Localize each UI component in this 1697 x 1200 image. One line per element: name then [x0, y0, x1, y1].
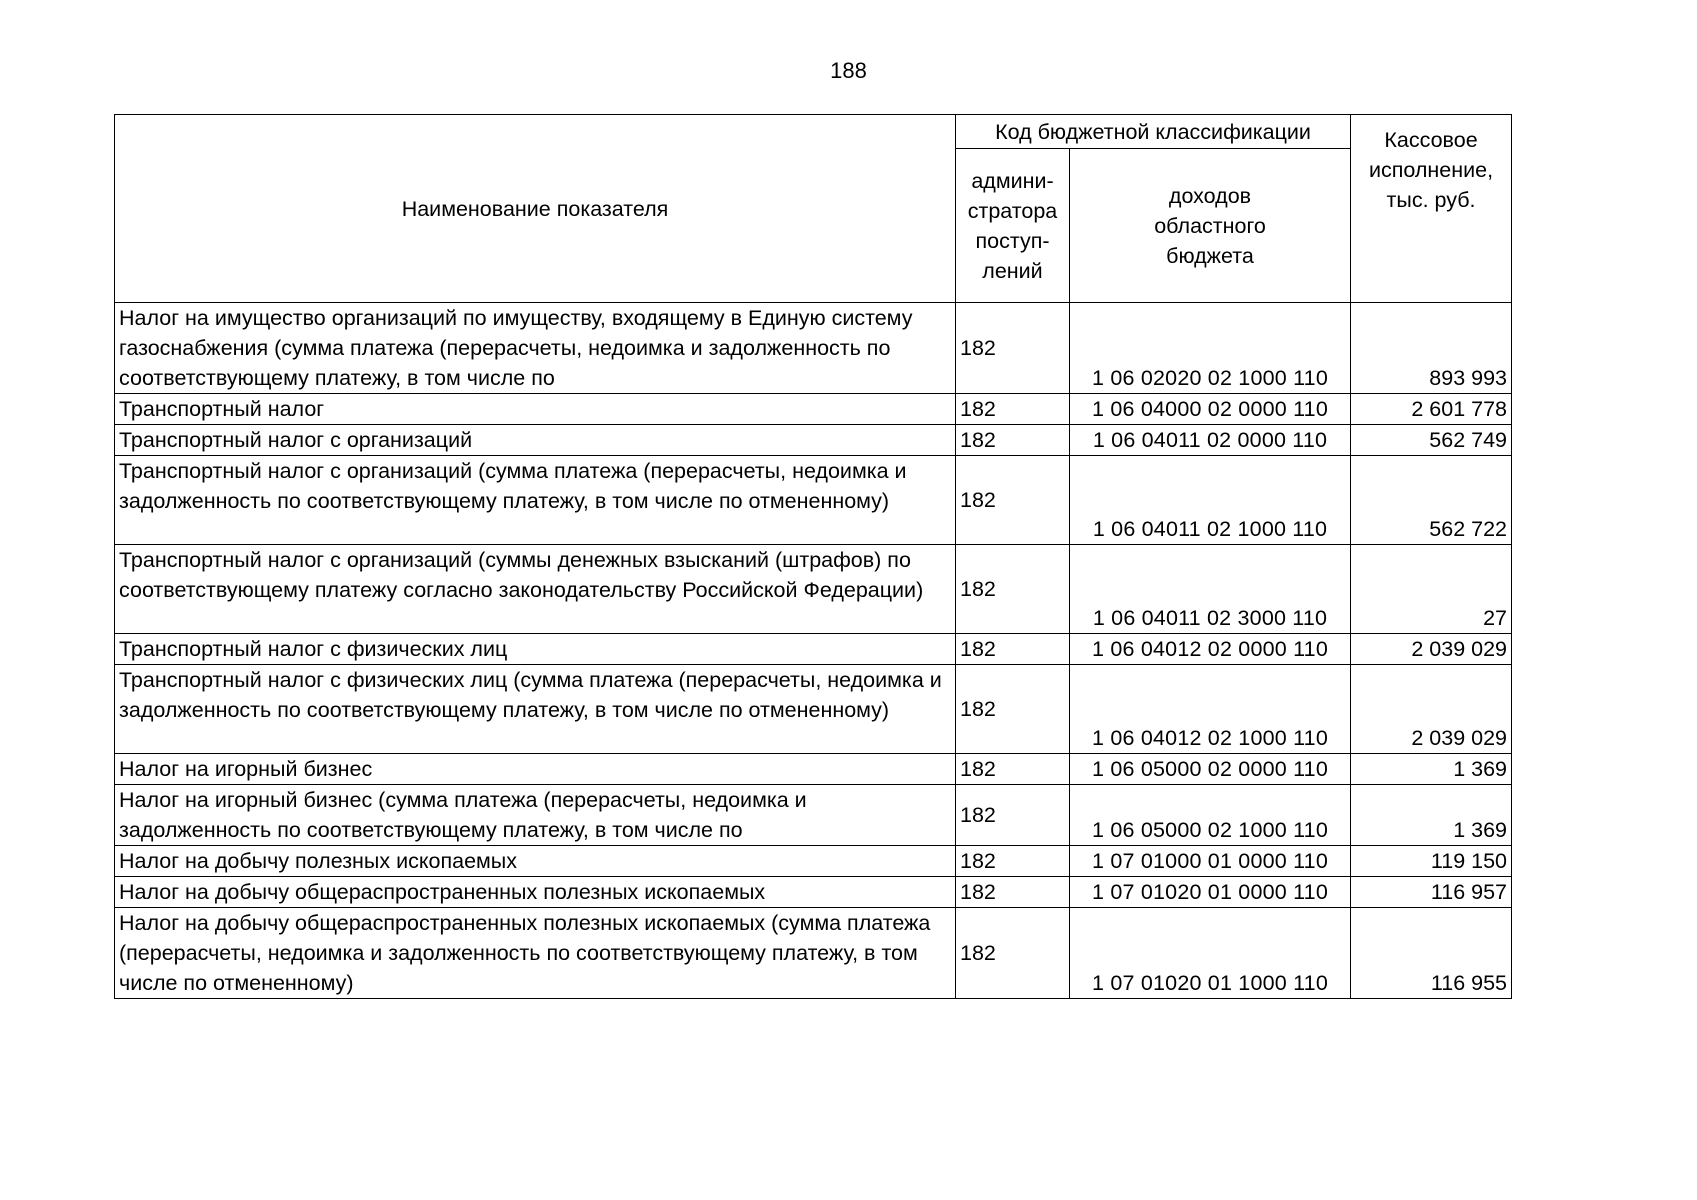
table-header: [115, 115, 1512, 303]
row-name: Транспортный налог с организаций: [115, 425, 956, 456]
row-budget-code: 1 06 02020 02 1000 110: [1070, 303, 1351, 394]
row-admin-code: 182: [956, 785, 1070, 846]
table-row: [115, 665, 1512, 754]
table-row: [115, 877, 1512, 908]
table-row: [115, 785, 1512, 846]
page-number: 188: [830, 58, 867, 83]
table-body: [115, 303, 1512, 999]
row-name: Транспортный налог: [115, 394, 956, 425]
row-name: Налог на игорный бизнес: [115, 754, 956, 785]
row-amount: 562 749: [1351, 425, 1512, 456]
table-row: [115, 846, 1512, 877]
row-amount: 2 601 778: [1351, 394, 1512, 425]
header-amount-column: Кассовое исполнение, тыс. руб.: [1351, 115, 1512, 303]
header-code-group: Код бюджетной классификации: [956, 115, 1351, 149]
row-budget-code: 1 06 04011 02 3000 110: [1070, 545, 1351, 634]
row-admin-code: 182: [956, 456, 1070, 545]
row-amount: 119 150: [1351, 846, 1512, 877]
row-amount: 2 039 029: [1351, 665, 1512, 754]
row-amount: 1 369: [1351, 754, 1512, 785]
row-amount: 116 955: [1351, 908, 1512, 999]
row-amount: 562 722: [1351, 456, 1512, 545]
row-amount: 27: [1351, 545, 1512, 634]
row-budget-code: 1 06 04011 02 0000 110: [1070, 425, 1351, 456]
table-row: [115, 754, 1512, 785]
header-name-column: Наименование показателя: [115, 115, 956, 303]
row-admin-code: 182: [956, 394, 1070, 425]
header-admin-column: админи- стратора поступ- лений: [956, 149, 1070, 303]
row-budget-code: 1 06 05000 02 0000 110: [1070, 754, 1351, 785]
table-row: [115, 425, 1512, 456]
row-name: Налог на имущество организаций по имуществу, входящему в Единую систему газоснабжения (сумма платежа (перерасчеты, недоимка и задолженность по соответствующему платежу, в том числе по: [115, 303, 956, 394]
row-admin-code: 182: [956, 846, 1070, 877]
row-admin-code: 182: [956, 425, 1070, 456]
table-row: [115, 394, 1512, 425]
row-name: Транспортный налог с организаций (сумма платежа (перерасчеты, недоимка и задолженность по соответствующему платежу, в том числе по отмененному): [115, 456, 956, 545]
row-admin-code: 182: [956, 303, 1070, 394]
row-budget-code: 1 06 05000 02 1000 110: [1070, 785, 1351, 846]
row-admin-code: 182: [956, 665, 1070, 754]
row-name: Транспортный налог с организаций (суммы денежных взысканий (штрафов) по соответствующему платежу согласно законодательству Российской Федерации): [115, 545, 956, 634]
row-admin-code: 182: [956, 754, 1070, 785]
row-amount: 116 957: [1351, 877, 1512, 908]
row-admin-code: 182: [956, 634, 1070, 665]
table-row: [115, 303, 1512, 394]
row-admin-code: 182: [956, 908, 1070, 999]
row-amount: 1 369: [1351, 785, 1512, 846]
row-name: Налог на добычу общераспространенных полезных ископаемых (сумма платежа (перерасчеты, недоимка и задолженность по соответствующему платежу, в том числе по отмененному): [115, 908, 956, 999]
table-row: [115, 908, 1512, 999]
row-amount: 2 039 029: [1351, 634, 1512, 665]
row-budget-code: 1 07 01020 01 0000 110: [1070, 877, 1351, 908]
row-name: Транспортный налог с физических лиц (сумма платежа (перерасчеты, недоимка и задолженность по соответствующему платежу, в том числе по отмененному): [115, 665, 956, 754]
budget-table: [114, 114, 1512, 999]
header-income-column: доходов областного бюджета: [1070, 149, 1351, 303]
row-budget-code: 1 06 04000 02 0000 110: [1070, 394, 1351, 425]
row-admin-code: 182: [956, 877, 1070, 908]
row-name: Налог на добычу общераспространенных полезных ископаемых: [115, 877, 956, 908]
row-budget-code: 1 06 04012 02 1000 110: [1070, 665, 1351, 754]
row-name: Транспортный налог с физических лиц: [115, 634, 956, 665]
table-row: [115, 634, 1512, 665]
row-budget-code: 1 06 04011 02 1000 110: [1070, 456, 1351, 545]
row-budget-code: 1 07 01000 01 0000 110: [1070, 846, 1351, 877]
row-admin-code: 182: [956, 545, 1070, 634]
row-budget-code: 1 07 01020 01 1000 110: [1070, 908, 1351, 999]
row-name: Налог на добычу полезных ископаемых: [115, 846, 956, 877]
table-row: [115, 545, 1512, 634]
row-name: Налог на игорный бизнес (сумма платежа (перерасчеты, недоимка и задолженность по соответствующему платежу, в том числе по: [115, 785, 956, 846]
table-row: [115, 456, 1512, 545]
row-budget-code: 1 06 04012 02 0000 110: [1070, 634, 1351, 665]
row-amount: 893 993: [1351, 303, 1512, 394]
